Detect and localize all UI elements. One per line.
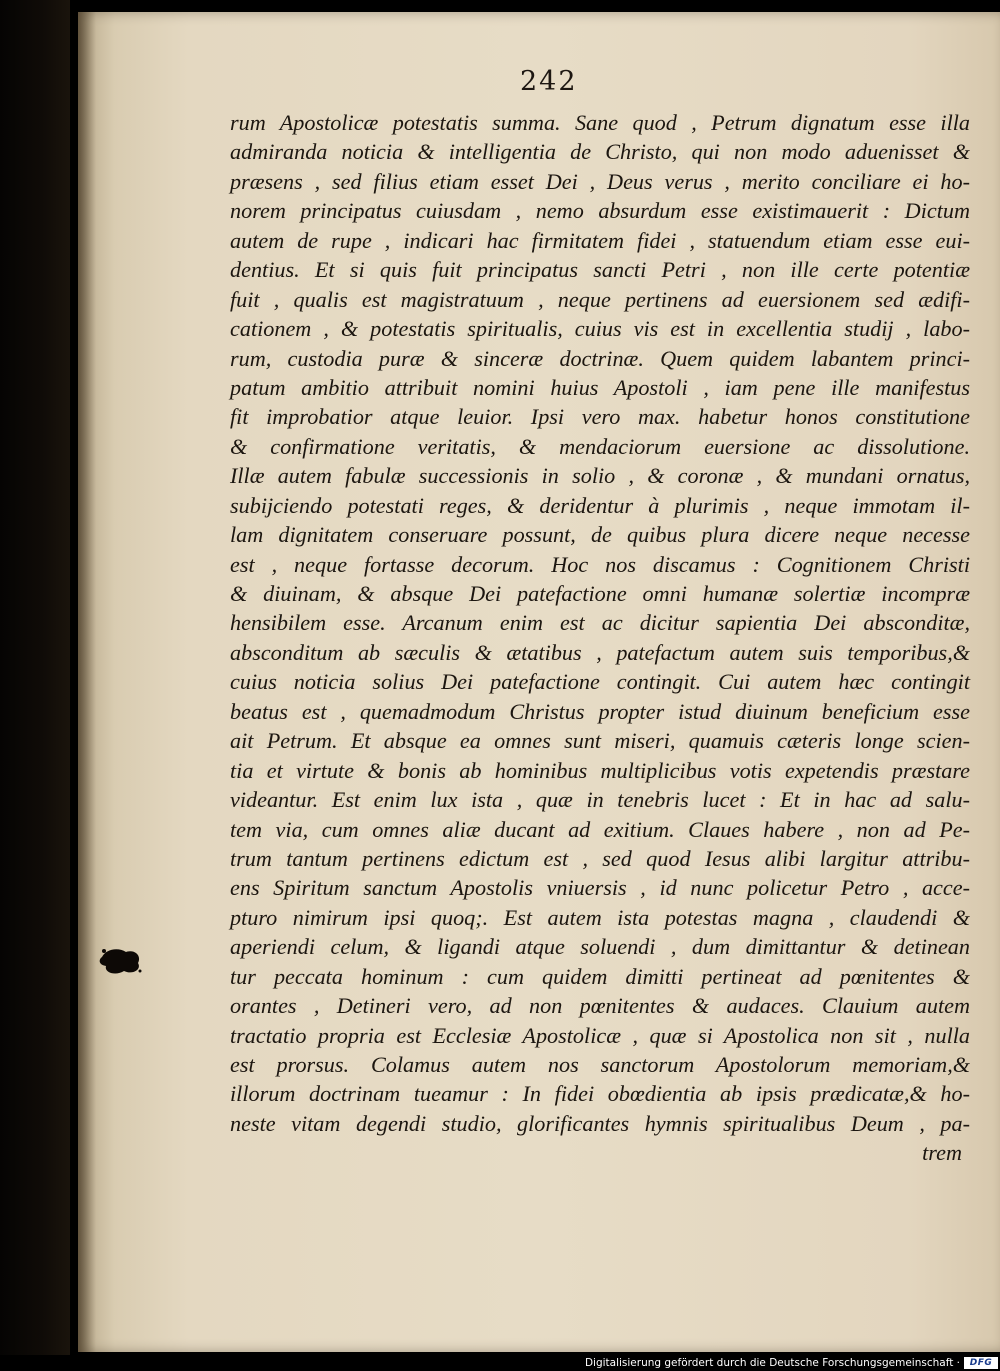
book-edge: [0, 0, 70, 1355]
text-line: fit improbatior atque leuior. Ipsi vero max. habetur honos constitutione: [230, 404, 970, 430]
ink-blot-mark: [96, 943, 144, 977]
text-line: est prorsus. Colamus autem nos sanctorum Apostolorum memoriam,&: [230, 1052, 970, 1077]
text-line: neste vitam degendi studio, glorificantes hymnis spiritualibus Deum , pa-: [230, 1110, 970, 1136]
text-line: Illæ autem fabulæ successionis in solio , & coronæ , & mundani ornatus,: [230, 463, 970, 489]
text-line: hensibilem esse. Arcanum enim est ac dicitur sapientia Dei absconditæ,: [230, 610, 970, 636]
text-line: lam dignitatem conseruare possunt, de quibus plura dicere neque necesse: [230, 522, 970, 548]
text-line: rum Apostolicæ potestatis summa. Sane quod , Petrum dignatum esse illa: [230, 110, 970, 135]
text-line: videantur. Est enim lux ista , quæ in tenebris lucet : Et in hac ad salu-: [230, 787, 970, 813]
text-line: est , neque fortasse decorum. Hoc nos discamus : Cognitionem Christi: [230, 551, 970, 577]
dfg-logo: DFG: [964, 1357, 998, 1369]
text-line: trum tantum pertinens edictum est , sed quod Iesus alibi largitur attribu-: [230, 845, 970, 871]
text-line: illorum doctrinam tueamur : In fidei obœdientia ab ipsis prædicatæ,& ho-: [230, 1081, 970, 1107]
text-line: rum, custodia puræ & sinceræ doctrinæ. Quem quidem labantem princi-: [230, 345, 970, 371]
text-line: tractatio propria est Ecclesiæ Apostolicæ , quæ si Apostolica non sit , nulla: [230, 1022, 970, 1048]
text-line: cationem , & potestatis spiritualis, cuius vis est in excellentia studij , labo-: [230, 316, 970, 342]
text-line: autem de rupe , indicari hac firmitatem fidei , statuendum etiam esse eui-: [230, 227, 970, 253]
footer-credit: Digitalisierung gefördert durch die Deutsche Forschungsgemeinschaft ·: [584, 1357, 960, 1369]
text-block: [230, 108, 970, 1168]
text-line: fuit , qualis est magistratuum , neque pertinens ad euersionem sed ædifi-: [230, 286, 970, 312]
text-line: orantes , Detineri vero, ad non pœnitentes & audaces. Clauium autem: [230, 993, 970, 1019]
page-gutter-shadow: [78, 12, 96, 1352]
text-line: tia et virtute & bonis ab hominibus multiplicibus votis expetendis præstare: [230, 757, 970, 783]
text-line: dentius. Et si quis fuit principatus sancti Petri , non ille certe potentiæ: [230, 257, 970, 283]
text-line: tur peccata hominum : cum quidem dimitti pertineat ad pœnitentes &: [230, 963, 970, 989]
text-line: subijciendo potestati reges, & deridentur à plurimis , neque immotam il-: [230, 492, 970, 518]
text-line: patum ambitio attribuit nomini huius Apostoli , iam pene ille manifestus: [230, 374, 970, 400]
text-line: beatus est , quemadmodum Christus propter istud diuinum beneficium esse: [230, 698, 970, 724]
catchword: trem: [922, 1140, 962, 1166]
text-line: pturo nimirum ipsi quoq;. Est autem ista potestas magna , claudendi &: [230, 904, 970, 930]
text-line: norem principatus cuiusdam , nemo absurdum esse existimauerit : Dictum: [230, 198, 970, 224]
text-line: præsens , sed filius etiam esset Dei , Deus verus , merito conciliare ei ho-: [230, 168, 970, 194]
text-line: & diuinam, & absque Dei patefactione omni humanæ solertiæ incompræ: [230, 581, 970, 606]
text-line: tem via, cum omnes aliæ ducant ad exitium. Claues habere , non ad Pe-: [230, 816, 970, 842]
text-line: ens Spiritum sanctum Apostolis vniuersis , id nunc policetur Petro , acce-: [230, 875, 970, 901]
text-line: ait Petrum. Et absque ea omnes sunt miseri, quamuis cæteris longe scien-: [230, 728, 970, 754]
text-line: aperiendi celum, & ligandi atque soluendi , dum dimittantur & detinean: [230, 934, 970, 960]
text-line: absconditum ab sæculis & ætatibus , patefactum autem suis temporibus,&: [230, 639, 970, 665]
text-line: admiranda noticia & intelligentia de Christo, qui non modo aduenisset &: [230, 139, 970, 165]
text-line: & confirmatione veritatis, & mendaciorum euersione ac dissolutione.: [230, 433, 970, 459]
page-number: 242: [520, 66, 578, 97]
text-line: cuius noticia solius Dei patefactione contingit. Cui autem hæc contingit: [230, 669, 970, 695]
